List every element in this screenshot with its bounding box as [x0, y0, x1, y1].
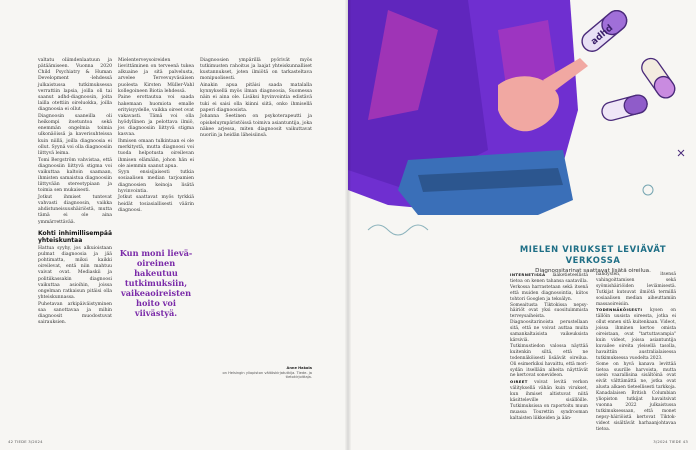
text-column-3: [200, 58, 312, 140]
paragraph: Jotkut saattavat myös tyrkkiä heidät tosiasiallisesti väärin diagnoosi.: [118, 195, 194, 213]
pull-quote: Kun moni lievä-oireinen hakeutuu tutkimuksiin, vaikeaoireisten hoito voi viivästyä.: [119, 248, 193, 318]
paragraph: Some on hyvä kanava levittää tietoa suurille harvoista, mutta usein vaarallisina sisältöinä ovat eivät välttämättä ne, jotka ovat alusta alkaen tieteellisesti tarkkoja. Kanadalaisen British Columbian yliopiston tutkijat havaitsivat vuonna 2022 julkaistussa tutkimuksessaan, että monet nepsy-häiriöistä kertovat Tiktok-videot sisältävät harhaanjohtavaa tietoa.: [596, 361, 676, 432]
paragraph: Ainakin apua pitäisi saada matalalla kynnyksellä myös ilman diagnoosia, Suomessa näin ei aina ole. Lisäksi hyvinvointia edistävä tuki ei saisi olla kiinni siitä, onko ihmisellä paperi diagnoosista.: [200, 83, 312, 113]
lead-in: TODENNÄKÖISESTI: [596, 307, 643, 313]
capsule: [600, 93, 649, 122]
section-heading: Kohti inhimillisempää yhteiskuntaa: [38, 229, 112, 244]
doodle: [368, 225, 428, 235]
lead-in: OIREET: [510, 379, 528, 385]
paragraph-text: voivat levitä verkon välityksellä vähän kuin virukset, kun ihmiset altistuvat niitä käsitteleville sisällöille. Tutkimuksissa on raportoitu muun muassa Tourettin syndrooman kaltaisten liikkeiden ja ään-: [510, 380, 588, 421]
article-subtitle: Diagnoositarinat saattavat lisätä oireilua.: [535, 268, 651, 274]
paragraph-text: lääketieteellistä tietoa on kenen tahansa saatavilla. Verkossa harrastetaan sekä itsenä että muiden diagnosointia, kiitos tohtori Googlen ja tekoälyn.: [510, 273, 588, 302]
paragraph: Puhetavan arkipäiväistyminen saa sanottavaa ja mihin diagnoosit muodostuvat sairauksien.: [38, 301, 112, 326]
page-gutter: [345, 0, 351, 450]
paragraph: Tutkimustiedon valossa näyttää kuitenkin siltä, että ne todennäköisesti lisäävät oireilua. Oli esimerkiksi havaittu, että mori-sydän itsellään aiheita näyttävät ne kertovat sonevideon.: [510, 343, 588, 379]
paragraph: Johanna Seetinen on psykoterapeutti ja opiskeluympäristöissä toimiva asiantuntija, joka näkee arjessa, miten diagnoosit vaikuttavat nuoriin ja heidän läheisiinsä.: [200, 114, 312, 138]
paragraph: Diagnoosin saaneilla oli heikompi itsetuntoa sekä enemmän ongelmia toimia ulkonäöissä ja kaverisuhteissa kuin niillä, joilla diagnoosia ei ollut. Syynä voi olla diagnoosiin liittyvä leima.: [38, 113, 112, 156]
doodle: [643, 185, 653, 195]
lead-in: INTERNETISSÄ: [510, 272, 546, 277]
author-name: Anne Hakola: [286, 366, 312, 370]
paragraph: Tomi Bergström vahvistaa, että diagnoosiin liittyvä stigma voi vaikuttaa kaltoin saamaan, ihmisten samaistua diagnoosiin liittyvään stereotypiaan ja toimia sen mukaisesti.: [38, 157, 112, 194]
page-folio-left: 42 TIEDE 3/2024: [8, 439, 43, 444]
right-text-column-2: [596, 272, 676, 432]
paragraph: nähdysten, itsensä vahingoittamisen sekä syömishäiriöiden leviämisestä. Tutkijat kutsuvat ilmiötä termillä sosiaalisen median aiheuttamiin massaoireisiin.: [596, 272, 676, 307]
page-folio-right: 3/2024 TIEDE 43: [653, 439, 688, 444]
paragraph: Hattua syyhy, jos alkuioistaan pulmat diagnoosia ja jää pohtimatta, miksi kaikki oireilevat, entä niin mahtuu vaivat ovat. Mediaskii ja politiikassakin diagnoosi vaikuttaa asioihin, joissa ongelman ratkaisun pitäisi olla yhteiskunnassa.: [38, 245, 112, 300]
capsule: [578, 7, 631, 56]
paragraph: Someaitusta Tiktokissa nepsy-häiriöt ovat yksi suosituimmista terveysaiheista. Diagnoositarinoista perustellaan sitä, että ne voivat auttaa muita samankaltaisista vaikeuksista kärsiviä.: [510, 302, 588, 343]
article-title-box: [510, 244, 676, 275]
paragraph: valtatu oliimdenlaatuun ja pätäämiseen. Vuonna 2020 Child Psychiatry & Human Development -lehdessä julkaistussa tutkimuksessa verrattiin lapsia, joilla oli tai saanut adhd-diagnoosin, joita lailla otettiin oireluokka, joilla diagnoosia ei ollut.: [38, 58, 112, 113]
paragraph: [596, 307, 676, 361]
paragraph: Ihmisen omaan tulkintaan ei ole merkitystä, mutta diagnoosi voi tuoda helpotusta oireilevan ihmisen elämään, johon hän ei ole aiemmin saanut apua.: [118, 139, 194, 169]
doodle: [678, 150, 684, 156]
paragraph: Diagnoosien ympärillä pyörivät myös tutkimusten rahoitus ja laajat yhteiskunnalliset kustannukset, joten ilmiötä on tarkasteltava monipuolisesti.: [200, 58, 312, 82]
text-column-1: [38, 58, 112, 327]
paragraph: Mielenterveysoireiden lievittäminen on terveenä tukea alkuaine ja sitä palvelusta, arvelee Tervevuyväsäisen puolesta Kirsten Müller-Vahl kollegoineen Biotia lehdessä.: [118, 58, 194, 94]
author-caption: [200, 366, 312, 380]
article-title: MIELEN VIRUKSET LEVIÄVÄT VERKOSSA: [519, 244, 667, 265]
paragraph: Syyn ensisijaisesti tutkia sosiaalisen median tarjoamien diagnoosien keinoja lisätä hyvinvointia.: [118, 170, 194, 194]
capsule-label: adhd: [589, 23, 616, 48]
paragraph-text: kysen on tällöin uusista oireesta, jotka ei ollut ennen sitä kuitenkaan. Videot, joissa ihminen kertoo omista oireistaan, ovat "tartuttavampia" kuin videot, joissa asiantuntija kuvailee oireita yleisellä tasolla, havaittiin australialaisessa tutkimuksessa vuodelta 2023.: [596, 308, 676, 361]
paragraph: [510, 379, 588, 421]
right-text-column-1: [510, 272, 588, 422]
paragraph: [510, 272, 588, 303]
capsule: [638, 55, 678, 101]
right-page: [348, 0, 696, 450]
paragraph: Jotkut ihmiset tuntevat vahvasti diagnoosin, vaikka ahdistuneisuushäiriöstä, mutta tämä ei ole aina ymmärrettävää.: [38, 194, 112, 225]
paragraph: Paine erottautua voi saada hakemaan huomiota emalle erityisyydelle, vaikka oireet ovat vakavasti. Tämä voi olla hyödyllinen ja pelottava ilmiö, jos diagnoosiin liittyvä stigma kasvaa.: [118, 95, 194, 138]
author-bio: on Helsingin yliopiston väitöskirjatutkija. Tiede- ja tietokirjoittaja.: [222, 370, 312, 380]
text-column-2: [118, 58, 194, 214]
